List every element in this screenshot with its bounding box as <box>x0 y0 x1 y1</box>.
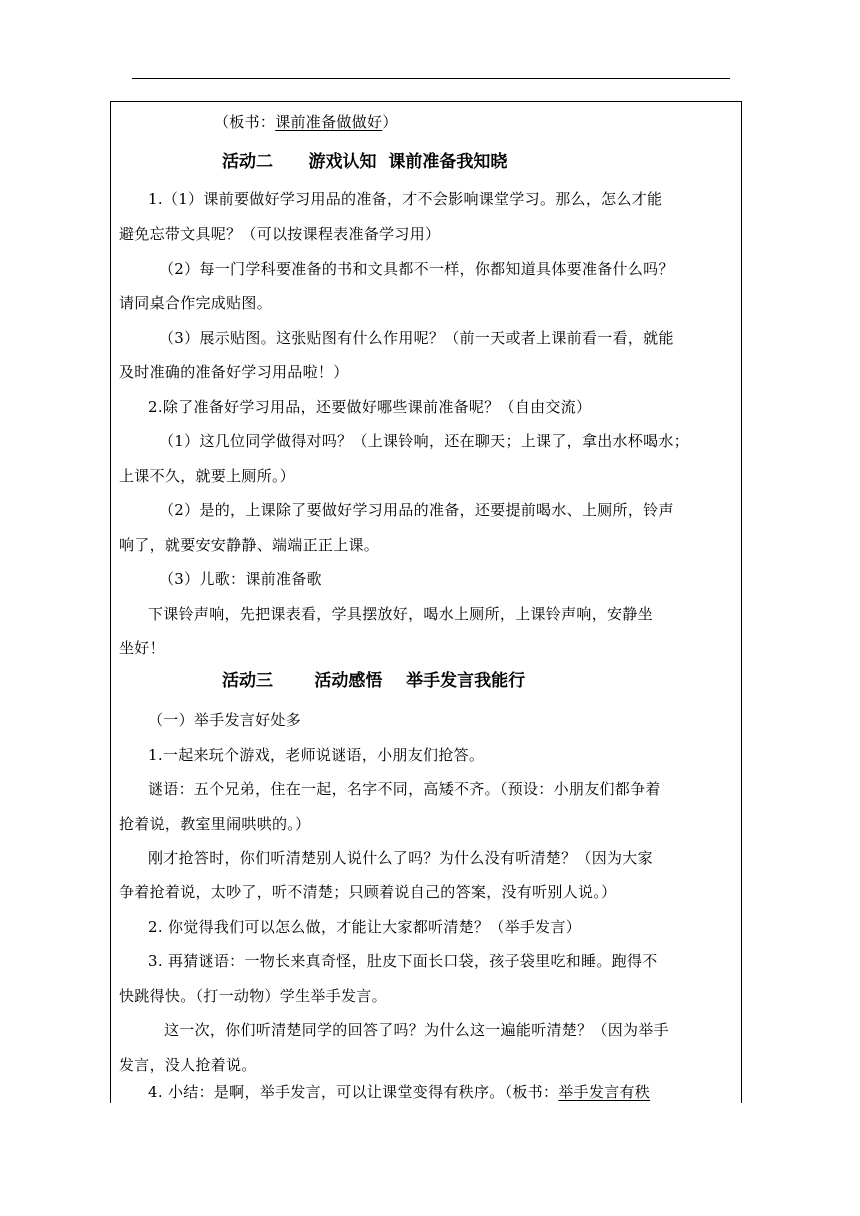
a2-line-8: （1）这几位同学做得对吗？（上课铃响，还在聊天；上课了，拿出水杯喝水； <box>159 432 690 450</box>
a3-line-9: 快跳得快。（打一动物）学生举手发言。 <box>119 987 387 1005</box>
a3-line-4: 抢着说，教室里闹哄哄的。） <box>119 815 311 833</box>
a3-line-2: 1.一起来玩个游戏，老师说谜语，小朋友们抢答。 <box>148 746 485 764</box>
a2-line-10: （2）是的，上课除了要做好学习用品的准备，还要提前喝水、上厕所，铃声 <box>159 501 674 519</box>
a3-last-line <box>148 1080 738 1104</box>
a3-line-3: 谜语：五个兄弟，住在一起，名字不同，高矮不齐。（预设：小朋友们都争着 <box>148 780 661 798</box>
a3-line-8: 3. 再猜谜语：一物长来真奇怪，肚皮下面长口袋，孩子袋里吃和睡。跑得不 <box>148 952 658 970</box>
a3-line-1: （一）举手发言好处多 <box>148 711 302 729</box>
a2-line-14: 坐好！ <box>119 639 165 657</box>
a2-line-11: 响了，就要安安静静、端端正正上课。 <box>119 536 380 554</box>
a2-line-9: 上课不久，就要上厕所。） <box>119 467 296 485</box>
a2-line-12: （3）儿歌：课前准备歌 <box>159 570 322 588</box>
a3-line-11: 发言，没人抢着说。 <box>119 1056 257 1074</box>
a3-line-7: 2. 你觉得我们可以怎么做，才能让大家都听清楚？（举手发言） <box>148 918 582 936</box>
a2-line-1: 1.（1）课前要做好学习用品的准备，才不会影响课堂学习。那么，怎么才能 <box>148 190 663 208</box>
board-note-suffix: ） <box>382 113 398 131</box>
a2-line-6: 及时准确的准备好学习用品啦！） <box>119 363 349 381</box>
a2-line-2: 避免忘带文具呢？（可以按课程表准备学习用） <box>119 225 441 243</box>
activity3-heading: 活动三 活动感悟 举手发言我能行 <box>222 671 526 691</box>
header-rule <box>132 78 730 79</box>
a2-line-5: （3）展示贴图。这张贴图有什么作用呢？（前一天或者上课前看一看，就能 <box>159 329 674 347</box>
activity2-heading: 活动二 游戏认知 课前准备我知晓 <box>222 152 508 172</box>
a3-line-10: 这一次，你们听清楚同学的回答了吗？为什么这一遍能听清楚？（因为举手 <box>164 1021 669 1039</box>
board-note <box>214 110 834 134</box>
a2-line-3: （2）每一门学科要准备的书和文具都不一样，你都知道具体要准备什么吗？ <box>159 260 674 278</box>
a2-line-4: 请同桌合作完成贴图。 <box>119 294 273 312</box>
board-note-underlined-2: 举手发言有秩 <box>558 1083 651 1101</box>
board-note-underlined: 课前准备做做好 <box>275 113 383 131</box>
a3-line-6: 争着抢着说，太吵了，听不清楚；只顾着说自己的答案，没有听别人说。） <box>119 883 617 901</box>
a2-line-13: 下课铃声响，先把课表看，学具摆放好，喝水上厕所，上课铃声响，安静坐 <box>148 605 653 623</box>
a3-last-line-text: 4. 小结：是啊，举手发言，可以让课堂变得有秩序。（板书： <box>148 1083 559 1101</box>
board-note-prefix: （板书： <box>214 113 276 131</box>
a3-line-5: 刚才抢答时，你们听清楚别人说什么了吗？为什么没有听清楚？（因为大家 <box>148 849 653 867</box>
a2-line-7: 2.除了准备好学习用品，还要做好哪些课前准备呢？（自由交流） <box>148 398 592 416</box>
